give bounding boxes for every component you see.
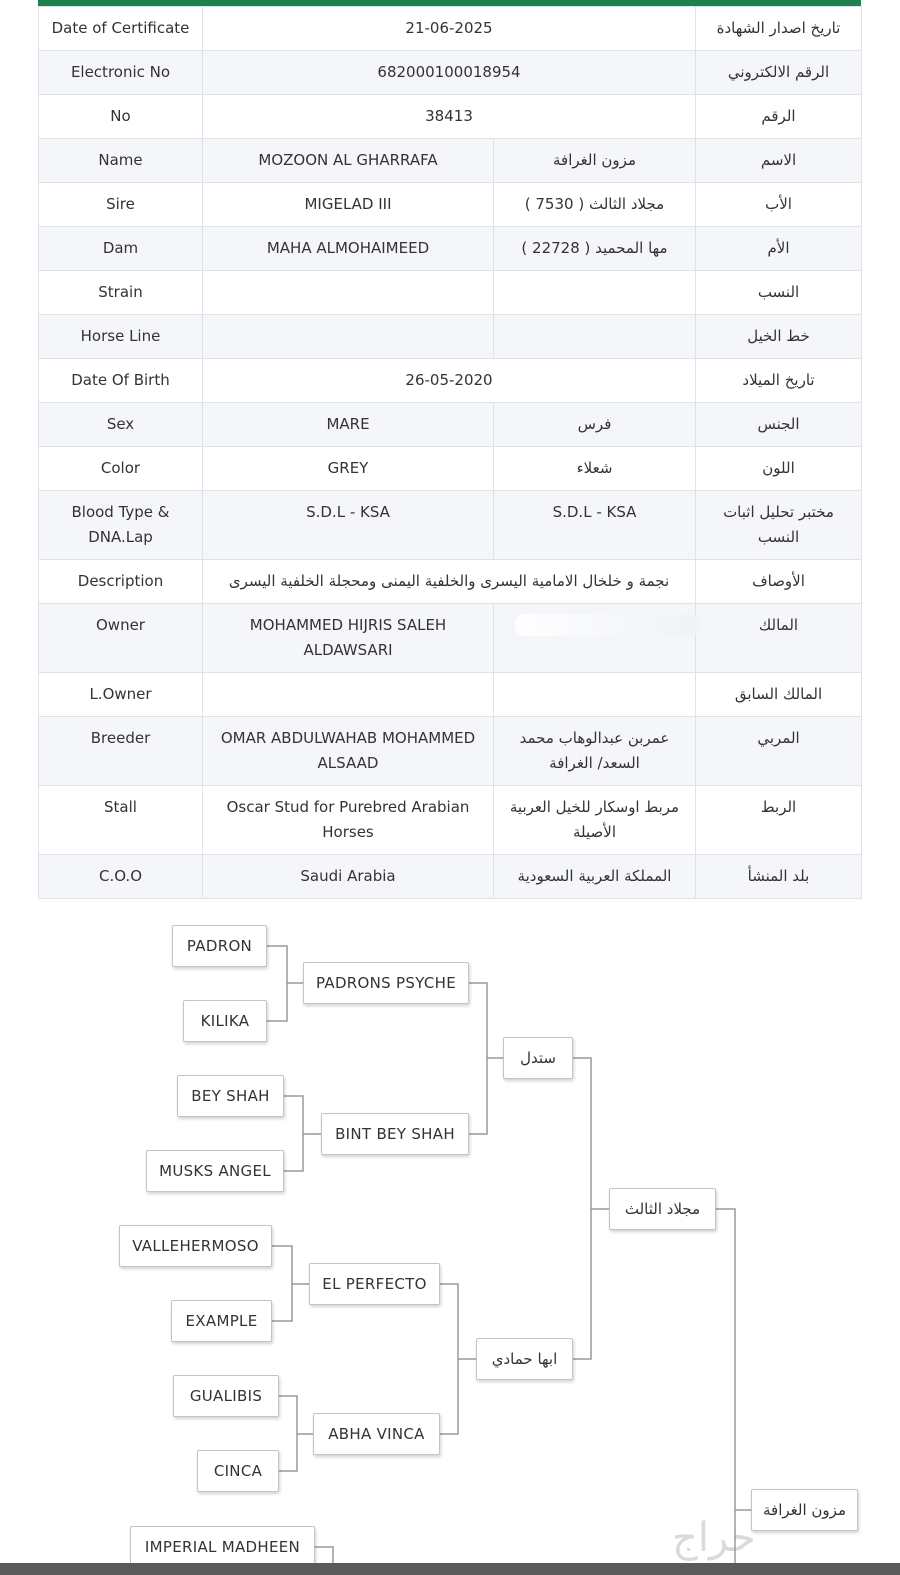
label-ar: مختبر تحليل اثبات النسب — [696, 491, 862, 560]
label-en: Owner — [39, 604, 203, 673]
label-en: C.O.O — [39, 855, 203, 899]
label-ar: الرقم — [696, 95, 862, 139]
label-ar: النسب — [696, 271, 862, 315]
label-en: Sex — [39, 403, 203, 447]
label-en: Name — [39, 139, 203, 183]
connector-cinca — [279, 1434, 297, 1471]
pedigree-node-gualibis: GUALIBIS — [173, 1375, 279, 1417]
label-en: Dam — [39, 227, 203, 271]
pedigree-node-abha-hamadi: ابها حمادي — [476, 1338, 573, 1380]
label-ar: الجنس — [696, 403, 862, 447]
label-en: Sire — [39, 183, 203, 227]
value-en: Saudi Arabia — [203, 855, 494, 899]
value-en: MOZOON AL GHARRAFA — [203, 139, 494, 183]
connector-abha-vinca — [440, 1359, 458, 1434]
value-ar: مربط اوسكار للخيل العربية الأصيلة — [494, 786, 696, 855]
value-en: MOHAMMED HIJRIS SALEH ALDAWSARI — [203, 604, 494, 673]
label-en: Strain — [39, 271, 203, 315]
label-en: Color — [39, 447, 203, 491]
label-ar: المالك السابق — [696, 673, 862, 717]
pedigree-node-vallehermoso: VALLEHERMOSO — [119, 1225, 272, 1267]
pedigree-node-kilika: KILIKA — [183, 1000, 267, 1042]
label-en: Electronic No — [39, 51, 203, 95]
connector-padrons-psyche — [469, 983, 503, 1058]
label-en: Breeder — [39, 717, 203, 786]
connector-padron — [267, 946, 303, 983]
connector-musks-angel — [284, 1134, 303, 1171]
pedigree-node-cinca: CINCA — [197, 1450, 279, 1492]
pedigree-node-imperial-madheen: IMPERIAL MADHEEN — [130, 1526, 315, 1568]
value-ar: شعلاء — [494, 447, 696, 491]
value: 682000100018954 — [203, 51, 696, 95]
value-ar: عمربن عبدالوهاب محمد السعد/ الغرافة — [494, 717, 696, 786]
pedigree-node-horse: مزون الغرافة — [751, 1489, 858, 1531]
label-en: Date Of Birth — [39, 359, 203, 403]
label-en: Horse Line — [39, 315, 203, 359]
value: 38413 — [203, 95, 696, 139]
value: 26-05-2020 — [203, 359, 696, 403]
value-ar: مزون الغرافة — [494, 139, 696, 183]
label-en: L.Owner — [39, 673, 203, 717]
connector-el-perfecto — [440, 1284, 476, 1359]
label-ar: تاريخ الميلاد — [696, 359, 862, 403]
connector-bint-bey-shah — [469, 1058, 487, 1134]
label-en: Description — [39, 560, 203, 604]
label-en: Stall — [39, 786, 203, 855]
label-ar: تاريخ اصدار الشهادة — [696, 7, 862, 51]
connector-gualibis — [279, 1396, 313, 1434]
value-ar: S.D.L - KSA — [494, 491, 696, 560]
label-en: Date of Certificate — [39, 7, 203, 51]
value-en: MARE — [203, 403, 494, 447]
value-en: S.D.L - KSA — [203, 491, 494, 560]
site-watermark: حراج — [672, 1515, 756, 1561]
value-ar: فرس — [494, 403, 696, 447]
label-ar: الأوصاف — [696, 560, 862, 604]
connector-kilika — [267, 983, 287, 1021]
value-en: MAHA ALMOHAIMEED — [203, 227, 494, 271]
value-en: Oscar Stud for Purebred Arabian Horses — [203, 786, 494, 855]
connector-stdl — [573, 1058, 609, 1209]
pedigree-node-example: EXAMPLE — [171, 1300, 272, 1342]
bottom-bar — [0, 1563, 900, 1575]
value-ar: مها المحميد ( 22728 ) — [494, 227, 696, 271]
label-ar: بلد المنشأ — [696, 855, 862, 899]
pedigree-node-bint-bey-shah: BINT BEY SHAH — [321, 1113, 469, 1155]
label-en: Blood Type & DNA.Lap — [39, 491, 203, 560]
label-ar: الربط — [696, 786, 862, 855]
label-ar: المالك — [696, 604, 862, 673]
pedigree-node-mijlad: مجلاد الثالث — [609, 1188, 716, 1230]
value: نجمة و خلخال الامامية اليسرى والخلفية اليمنى ومحجلة الخلفية اليسرى — [203, 560, 696, 604]
value-en: MIGELAD III — [203, 183, 494, 227]
label-ar: الأم — [696, 227, 862, 271]
pedigree-node-padrons-psyche: PADRONS PSYCHE — [303, 962, 469, 1004]
value-en: OMAR ABDULWAHAB MOHAMMED ALSAAD — [203, 717, 494, 786]
value-en: GREY — [203, 447, 494, 491]
connector-example — [272, 1284, 292, 1321]
value-ar: مجلاد الثالث ( 7530 ) — [494, 183, 696, 227]
pedigree-node-bey-shah: BEY SHAH — [177, 1075, 284, 1117]
connector-abha-hamadi — [573, 1209, 591, 1359]
label-ar: الاسم — [696, 139, 862, 183]
pedigree-node-stdl: ستدل — [503, 1037, 573, 1079]
pedigree-node-padron: PADRON — [172, 925, 267, 967]
value: 21-06-2025 — [203, 7, 696, 51]
pedigree-node-abha-vinca: ABHA VINCA — [313, 1413, 440, 1455]
value-ar: المملكة العربية السعودية — [494, 855, 696, 899]
label-ar: خط الخيل — [696, 315, 862, 359]
label-ar: الأب — [696, 183, 862, 227]
label-ar: اللون — [696, 447, 862, 491]
connector-vallehermoso — [272, 1246, 309, 1284]
pedigree-node-el-perfecto: EL PERFECTO — [309, 1263, 440, 1305]
pedigree-node-musks-angel: MUSKS ANGEL — [146, 1150, 284, 1192]
connector-bey-shah — [284, 1096, 321, 1134]
label-en: No — [39, 95, 203, 139]
label-ar: المربي — [696, 717, 862, 786]
label-ar: الرقم الالكتروني — [696, 51, 862, 95]
connector-mijlad — [716, 1209, 751, 1510]
